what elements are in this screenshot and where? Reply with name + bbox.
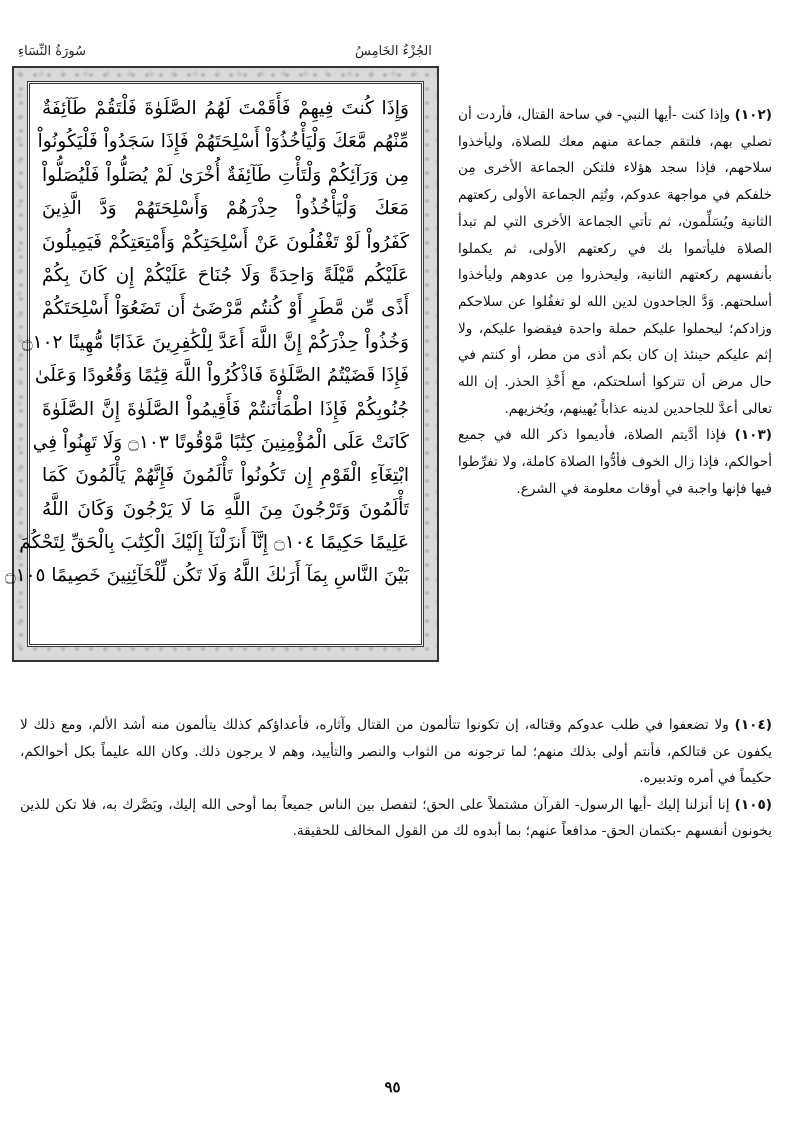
- verse-number: (١٠٥): [734, 796, 773, 813]
- quran-line: كَانَتْ عَلَى الْمُؤْمِنِينَ كِتَٰبًا مَّوْقُوتًا ۝١٠٣ وَلَا تَهِنُواْ فِي: [32, 431, 409, 453]
- quran-text-box: [4, 81, 424, 647]
- juz-name-header: الجُزْءُ الخَامِسُ: [355, 44, 432, 59]
- quran-line: مِن وَرَآئِكُمْ وَلْتَأْتِ طَآئِفَةٌ أُخْرَىٰ لَمْ يُصَلُّواْ فَلْيُصَلُّواْ: [42, 164, 409, 186]
- tafsir-text: فإذا أدَّيتم الصلاة، فأديموا ذكر الله في جميع أحوالكم، فإذا زال الخوف فأدُّوا الصلاة كاملة، ولا تفرِّطوا فيها فإنها واجبة في أوقات معلومة في الشرع.: [458, 427, 772, 497]
- verse-number: (١٠٣): [734, 427, 772, 444]
- quran-ornamental-frame: [4, 66, 439, 662]
- tafsir-text: إنا أنزلنا إليك -أيها الرسول- القرآن مشتملاً على الحق؛ لتفصل بين الناس جميعاً بما أوحى الله إليك، وبَصَّرك به، فلا تكن للذين يخونون أنفسهم -بكتمان الحق- مدافعاً عنهم؛ بما أبدوه لك من القول المخالف للحقيقة.: [20, 796, 772, 839]
- quran-line: وَإِذَا كُنتَ فِيهِمْ فَأَقَمْتَ لَهُمُ الصَّلَوٰةَ فَلْتَقُمْ طَآئِفَةٌ: [42, 98, 409, 119]
- quran-line: عَلِيمًا حَكِيمًا ۝١٠٤ إِنَّآ أَنزَلْنَآ إِلَيْكَ الْكِتَٰبَ بِالْحَقِّ لِتَحْكُمَ: [19, 532, 409, 554]
- tafsir-paragraph-105: [20, 792, 772, 845]
- quran-line: وَخُذُواْ حِذْرَكُمْ إِنَّ اللَّهَ أَعَدَّ لِلْكَٰفِرِينَ عَذَابًا مُّهِينًا ۝١٠٢: [21, 331, 409, 353]
- tafsir-text: وإذا كنت -أيها النبي- في ساحة القتال، فأردت أن تصلي بهم، فلتقم جماعة منهم معك للصلاة، وليأخذوا سلاحهم، فإذا سجد هؤلاء فلتكن الجماعة الأخرى مِن خلفكم في مواجهة عدوكم، وتُتِم الجماعة الأولى ركعتهم الثانية ويُسَلِّمون، ثم تأتي الجماعة الأخرى التي لم تبدأ الصلاة فليأتموا بك في ركعتهم الأولى، ثم يكملوا بأنفسهم ركعتهم الثانية، وليحذروا مِن عدوهم وليأخذوا أسلحتهم. وَدَّ الجاحدون لدين الله لو تغفُلوا عن سلاحكم وزادكم؛ ليحملوا عليكم حملة واحدة فيقضوا عليكم، ولا إثم عليكم حينئذ إن كان بكم أذى من مطر، أو كنتم في حال مرض أن تتركوا أسلحتكم، مع أَخْذِ الحذر. إن الله تعالى أعدَّ للجاحدين لدينه عذاباً يُهينهم، ويُخزيهم.: [458, 107, 772, 417]
- page-number: ٩٥: [384, 1078, 401, 1096]
- verse-number: (١٠٤): [734, 717, 772, 733]
- tafsir-text: ولا تضعفوا في طلب عدوكم وقتاله، إن تكونوا تتألمون من القتال وآثاره، فأعداؤكم كذلك يتألمون منه أشد الألم، ومع ذلك لا يكفون عن قتالكم، فأنتم أولى بذلك منهم؛ لما ترجونه من الثواب والنصر والتأييد، وهم لا يرجون ذلك. وكان الله عليماً بكل أحوالكم، حكيماً في أمره وتدبيره.: [20, 717, 772, 786]
- tafsir-paragraph-103: [458, 422, 772, 502]
- quran-line: أَذًى مِّن مَّطَرٍ أَوْ كُنتُم مَّرْضَىٰٓ أَن تَضَعُوٓاْ أَسْلِحَتَكُمْ: [42, 298, 409, 320]
- quran-line: عَلَيْكُم مَّيْلَةً وَاحِدَةً وَلَا جُنَاحَ عَلَيْكُمْ إِن كَانَ بِكُمْ: [42, 264, 409, 286]
- tafsir-paragraph-102: [458, 102, 772, 422]
- tafsir-paragraph-104: [20, 712, 772, 792]
- quran-line: مَعَكَ وَلْيَأْخُذُواْ حِذْرَهُمْ وَأَسْلِحَتَهُمْ وَدَّ الَّذِينَ: [42, 198, 409, 220]
- quran-line: فَإِذَا قَضَيْتُمُ الصَّلَوٰةَ فَاذْكُرُواْ اللَّهَ قِيَٰمًا وَقُعُودًا وَعَلَىٰ: [34, 365, 409, 387]
- quran-line: تَأْلَمُونَ وَتَرْجُونَ مِنَ اللَّهِ مَا لَا يَرْجُونَ وَكَانَ اللَّهُ: [42, 498, 409, 520]
- quran-line: مِّنْهُم مَّعَكَ وَلْيَأْخُذُوٓاْ أَسْلِحَتَهُمْ فَإِذَا سَجَدُواْ فَلْيَكُونُواْ: [37, 131, 409, 153]
- quran-line: كَفَرُواْ لَوْ تَغْفُلُونَ عَنْ أَسْلِحَتِكُمْ وَأَمْتِعَتِكُمْ فَيَمِيلُونَ: [42, 231, 409, 253]
- verse-number: (١٠٢): [734, 107, 772, 123]
- quran-line: ابْتِغَآءِ الْقَوْمِ إِن تَكُونُواْ تَأْلَمُونَ فَإِنَّهُمْ يَأْلَمُونَ كَمَا: [42, 465, 409, 487]
- quran-line: بَيْنَ النَّاسِ بِمَآ أَرَىٰكَ اللَّهُ وَلَا تَكُن لِّلْخَآئِنِينَ خَصِيمًا ۝١٠٥: [4, 565, 409, 587]
- tafsir-side-column: [458, 102, 772, 503]
- quran-line: جُنُوبِكُمْ فَإِذَا اطْمَأْنَنتُمْ فَأَقِيمُواْ الصَّلَوٰةَ إِنَّ الصَّلَوٰةَ: [42, 398, 409, 420]
- surah-name-header: سُورَةُ النِّسَاءِ: [18, 44, 86, 59]
- tafsir-full-width: [20, 712, 772, 845]
